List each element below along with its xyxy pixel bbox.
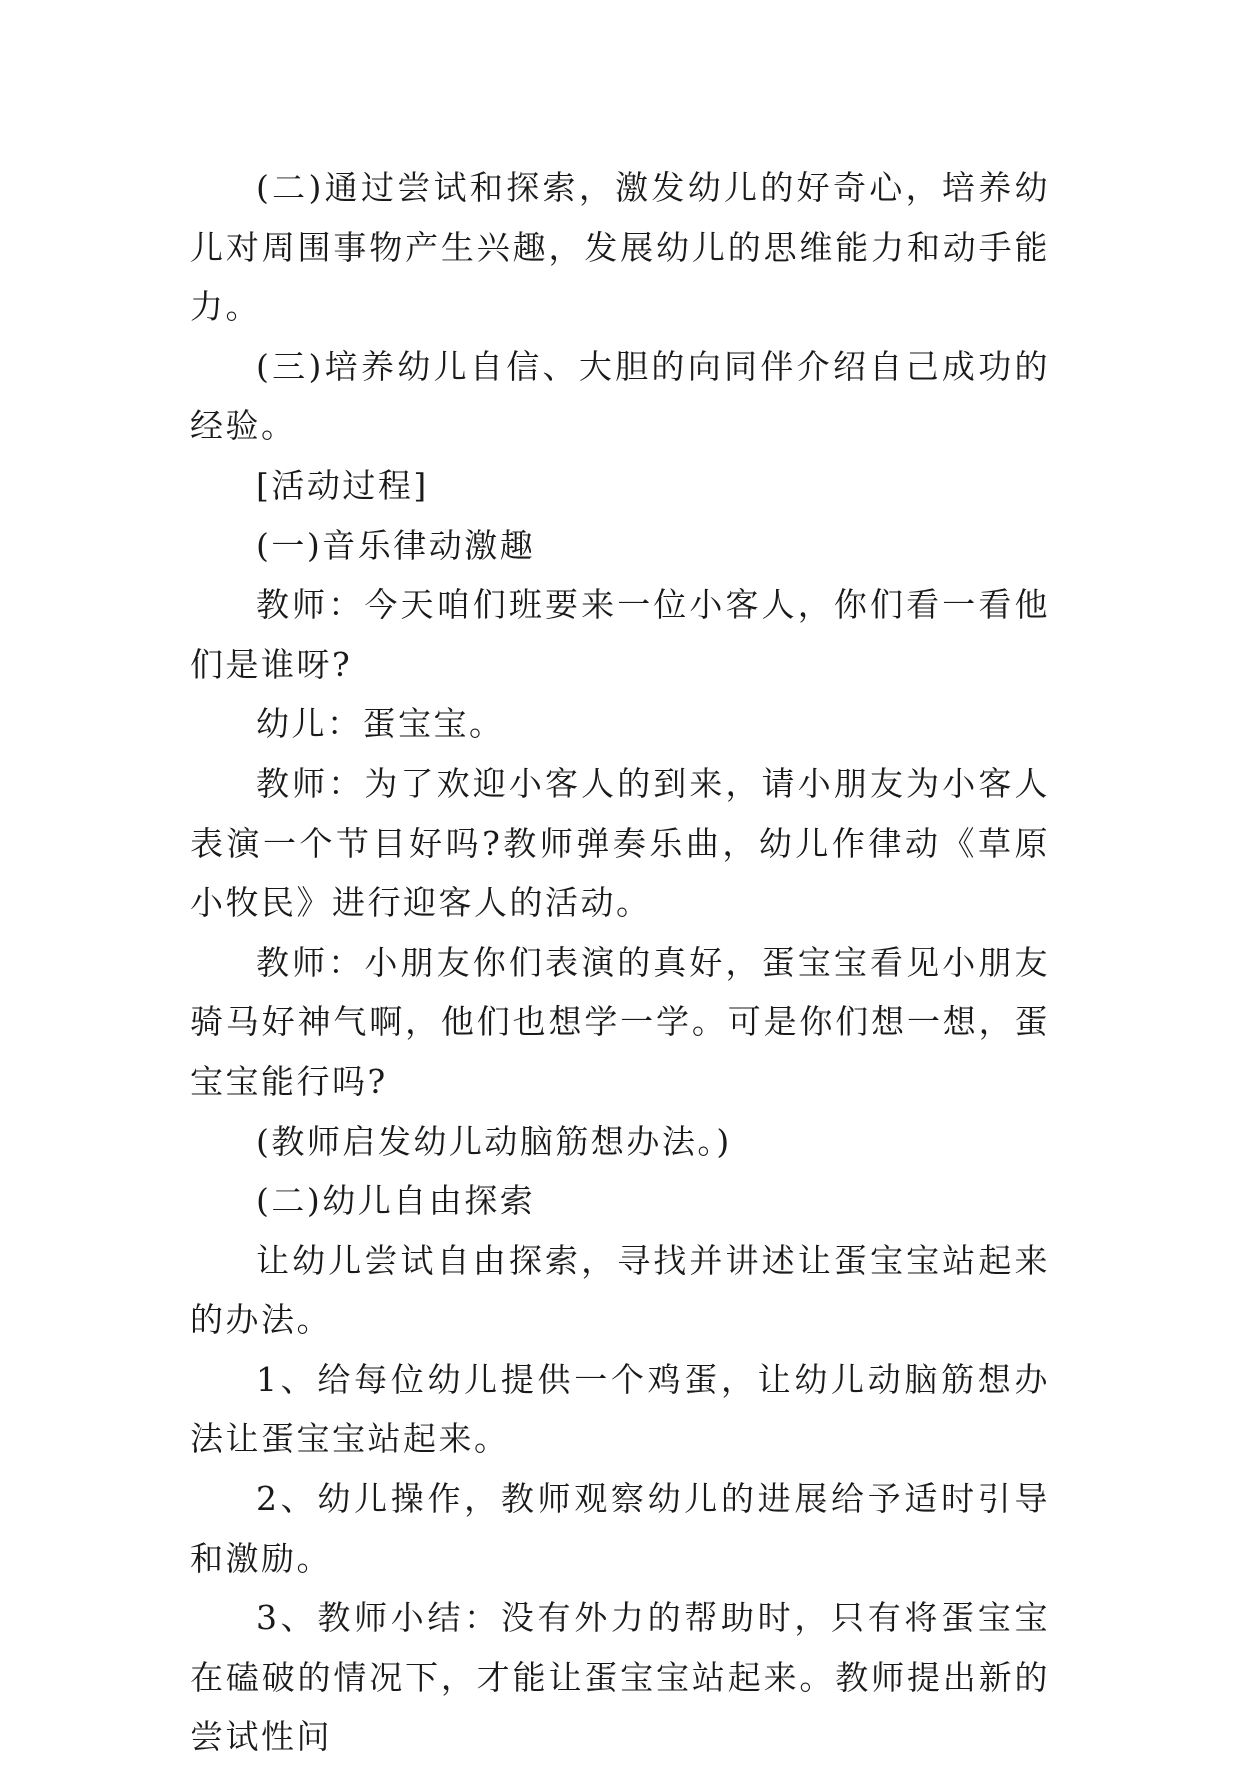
section-heading-activity-process: [活动过程] (256, 465, 429, 505)
list-item-3: 3、教师小结：没有外力的帮助时，只有将蛋宝宝在磕破的情况下，才能让蛋宝宝站起来。教师提出新的尝试性问 (190, 1598, 1050, 1757)
paragraph-child-1: 幼儿：蛋宝宝。 (256, 704, 505, 744)
paragraph-teacher-3: 教师：小朋友你们表演的真好，蛋宝宝看见小朋友骑马好神气啊，他们也想学一学。可是你们想一想，蛋宝宝能行吗? (190, 942, 1050, 1101)
paragraph-exploration: 让幼儿尝试自由探索，寻找并讲述让蛋宝宝站起来的办法。 (190, 1240, 1050, 1340)
paragraph-teacher-1: 教师：今天咱们班要来一位小客人，你们看一看他们是谁呀? (190, 585, 1050, 684)
subheading-music-rhythm: (一)音乐律动激趣 (256, 525, 536, 565)
paragraph-teacher-2: 教师：为了欢迎小客人的到来，请小朋友为小客人表演一个节目好吗?教师弹奏乐曲，幼儿作律动《草原小牧民》进行迎客人的活动。 (190, 763, 1050, 923)
subheading-free-exploration: (二)幼儿自由探索 (256, 1181, 536, 1221)
paragraph-teacher-note: (教师启发幼儿动脑筋想办法。) (256, 1121, 732, 1161)
list-item-1: 1、给每位幼儿提供一个鸡蛋，让幼儿动脑筋想办法让蛋宝宝站起来。 (190, 1359, 1050, 1459)
list-item-2: 2、幼儿操作，教师观察幼儿的进展给予适时引导和激励。 (190, 1479, 1050, 1578)
document-page (190, 158, 1050, 1767)
paragraph-goal-2: (二)通过尝试和探索，激发幼儿的好奇心，培养幼儿对周围事物产生兴趣，发展幼儿的思维能力和动手能力。 (190, 168, 1050, 327)
paragraph-goal-3: (三)培养幼儿自信、大胆的向同伴介绍自己成功的经验。 (190, 346, 1050, 446)
